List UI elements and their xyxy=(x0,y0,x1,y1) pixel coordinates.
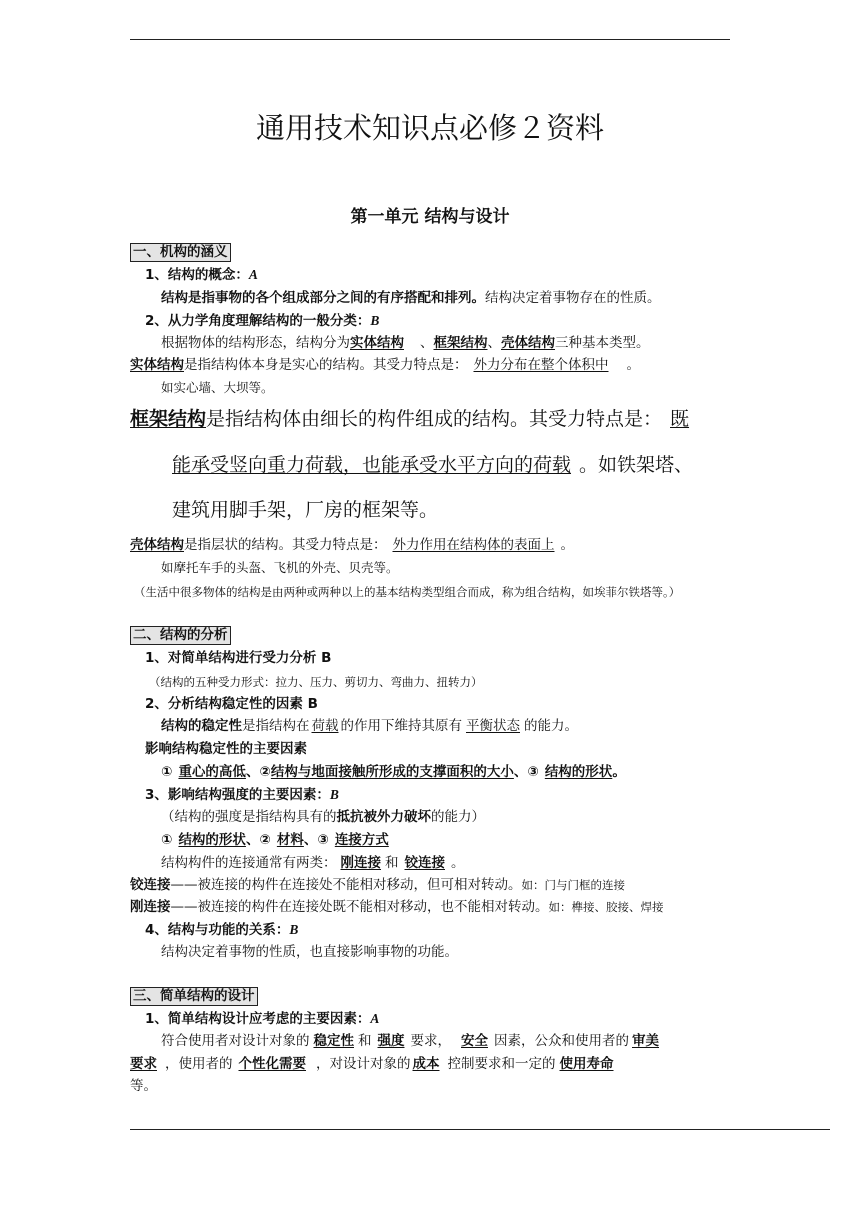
term: 铰连接 xyxy=(130,877,171,893)
body-text: 的能力） xyxy=(431,809,485,825)
definition-text: 抵抗被外力破坏 xyxy=(336,809,431,825)
paragraph-shell-structure xyxy=(130,536,574,554)
fill-blank: 个性化需要 xyxy=(238,1056,306,1072)
body-text: 是指结构体本身是实心的结构。其受力特点是： xyxy=(184,357,468,373)
note-text: （结构的五种受力形式：拉力、压力、剪切力、弯曲力、扭转力） xyxy=(149,675,483,689)
body-text: 和 xyxy=(358,1033,372,1049)
level-tag: A xyxy=(248,267,258,282)
body-text: 控制要求和一定的 xyxy=(447,1056,556,1072)
subheading-strength xyxy=(145,786,339,804)
section-heading: 一、机构的涵义 xyxy=(130,243,231,262)
body-text: ，对设计对象的 xyxy=(316,1056,411,1072)
body-text: 符合使用者对设计对象的 xyxy=(161,1033,310,1049)
period: 。 xyxy=(626,357,640,373)
unit-title: 第一单元 结构与设计 xyxy=(350,207,510,227)
paragraph-solid-structure xyxy=(130,356,640,374)
separator: 、 xyxy=(420,335,434,351)
fill-blank: 使用寿命 xyxy=(559,1056,614,1072)
paragraph xyxy=(161,1032,659,1050)
period: 。 xyxy=(612,764,626,780)
list-marker: 、③ xyxy=(303,832,329,848)
fill-blank: 铰连接 xyxy=(404,855,445,871)
term: 结构的稳定性 xyxy=(161,718,242,734)
section-3-heading-row xyxy=(130,987,258,1006)
fill-blank: 成本 xyxy=(412,1056,440,1072)
body-text: 的能力。 xyxy=(524,718,578,734)
fill-blank: 框架结构 xyxy=(433,335,488,351)
fill-blank: 强度 xyxy=(377,1033,405,1049)
body-text: 和 xyxy=(385,855,399,871)
subheading-label: 4、结构与功能的关系： xyxy=(145,922,290,938)
list-marker: ① xyxy=(161,832,173,848)
period: 。 xyxy=(560,537,574,553)
subheading-classification xyxy=(145,312,379,330)
body-text: 等。 xyxy=(130,1078,157,1094)
section-1-heading-row xyxy=(130,243,231,262)
fill-blank: 外力分布在整个体积中 xyxy=(473,357,609,373)
paragraph-cont xyxy=(130,1055,614,1073)
fill-blank: 荷载 xyxy=(311,718,339,734)
paragraph xyxy=(161,717,578,735)
strength-factors-list xyxy=(161,831,389,849)
bottom-rule xyxy=(130,1129,830,1130)
example-text: 。如铁架塔、 xyxy=(579,454,694,476)
example-text: 如实心墙、大坝等。 xyxy=(161,380,274,395)
body-text: 是指结构体由细长的构件组成的结构。其受力特点是： xyxy=(206,408,663,430)
fill-blank: 安全 xyxy=(461,1033,488,1049)
fill-blank: 要求 xyxy=(130,1056,157,1072)
example-text: 如：门与门框的连接 xyxy=(521,878,625,892)
factors-heading: 影响结构稳定性的主要因素 xyxy=(145,741,307,757)
factors-list xyxy=(161,763,626,781)
term: 实体结构 xyxy=(130,357,184,373)
body-text: ，使用者的 xyxy=(165,1056,233,1072)
subheading-stability: 2、分析结构稳定性的因素 B xyxy=(145,696,318,712)
body-text: 因素，公众和使用者的 xyxy=(494,1033,629,1049)
fill-blank: 结构与地面接触所形成的支撑面积的大小 xyxy=(270,764,514,780)
top-rule xyxy=(130,39,730,40)
definition-text: 结构是指事物的各个组成部分之间的有序搭配和排列。 xyxy=(161,290,485,306)
subheading-label: 1、简单结构设计应考虑的主要因素： xyxy=(145,1011,371,1027)
paragraph-rigid-joint xyxy=(130,898,664,916)
term: 刚连接 xyxy=(130,899,171,915)
separator: 、 xyxy=(487,335,501,351)
paragraph xyxy=(161,854,465,872)
body-text: 三种基本类型。 xyxy=(555,335,650,351)
subheading-label: 1、结构的概念： xyxy=(145,267,249,283)
body-text: 要求， xyxy=(410,1033,451,1049)
body-text: 结构构件的连接通常有两类： xyxy=(161,855,337,871)
body-text: 是指层状的结构。其受力特点是： xyxy=(184,537,387,553)
body-text: 根据物体的结构形态，结构分为 xyxy=(161,335,350,351)
body-text: 结构决定着事物的性质，也直接影响事物的功能。 xyxy=(161,944,458,960)
fill-blank: 材料 xyxy=(276,832,304,848)
body-text: 的作用下维持其原有 xyxy=(340,718,462,734)
list-marker: 、③ xyxy=(513,764,539,780)
level-tag: B xyxy=(289,922,299,937)
note-text: （生活中很多物体的结构是由两种或两种以上的基本结构类型组合而成，称为组合结构，如埃菲尔铁塔等。） xyxy=(134,585,681,599)
term: 壳体结构 xyxy=(130,537,184,553)
paragraph-frame-structure xyxy=(130,406,689,432)
subheading-design-factors xyxy=(145,1010,379,1028)
fill-blank: 审美 xyxy=(632,1033,659,1049)
page-title: 通用技术知识点必修２资料 xyxy=(255,111,604,145)
list-marker: ① xyxy=(161,764,173,780)
term: 框架结构 xyxy=(130,408,207,430)
body-text: ——被连接的构件在连接处不能相对移动，但可相对转动。 xyxy=(170,877,522,893)
example-text: 如摩托车手的头盔、飞机的外壳、贝壳等。 xyxy=(161,560,399,575)
subheading-structure-concept xyxy=(145,266,258,284)
subheading-force-analysis: 1、对简单结构进行受力分析 B xyxy=(145,650,332,666)
period: 。 xyxy=(451,855,465,871)
section-heading: 二、结构的分析 xyxy=(130,626,231,645)
list-marker: 、② xyxy=(245,832,271,848)
fill-blank: 连接方式 xyxy=(334,832,389,848)
section-2-heading-row xyxy=(130,626,231,645)
list-marker: 、② xyxy=(245,764,271,780)
body-text: （结构的强度是指结构具有的 xyxy=(161,809,337,825)
fill-blank: 重心的高低 xyxy=(178,764,246,780)
fill-blank: 外力作用在结构体的表面上 xyxy=(392,537,555,553)
paragraph-frame-structure-cont xyxy=(172,452,693,478)
body-text: 结构决定着事物存在的性质。 xyxy=(485,290,661,306)
example-text: 建筑用脚手架，厂房的框架等。 xyxy=(172,499,439,521)
subheading-structure-function xyxy=(145,921,298,939)
fill-blank: 结构的形状 xyxy=(178,832,246,848)
fill-blank: 壳体结构 xyxy=(501,335,555,351)
section-heading: 三、简单结构的设计 xyxy=(130,987,258,1006)
fill-blank: 平衡状态 xyxy=(466,718,520,734)
level-tag: B xyxy=(370,313,380,328)
level-tag: B xyxy=(329,787,339,802)
body-text: ——被连接的构件在连接处既不能相对移动，也不能相对转动。 xyxy=(170,899,549,915)
level-tag: A xyxy=(370,1011,380,1026)
fill-blank: 既 xyxy=(670,408,690,430)
paragraph xyxy=(161,334,650,352)
paragraph xyxy=(161,289,661,307)
fill-blank: 实体结构 xyxy=(350,335,404,351)
fill-blank: 结构的形状 xyxy=(544,764,613,780)
paragraph-hinge-joint xyxy=(130,876,625,894)
subheading-label: 3、影响结构强度的主要因素： xyxy=(145,787,330,803)
example-text: 如：榫接、胶接、焊接 xyxy=(548,900,664,914)
paragraph xyxy=(161,808,485,826)
fill-blank: 稳定性 xyxy=(313,1033,354,1049)
fill-blank: 刚连接 xyxy=(340,855,381,871)
fill-blank: 能承受竖向重力荷载，也能承受水平方向的荷载 xyxy=(172,454,572,476)
subheading-label: 2、从力学角度理解结构的一般分类： xyxy=(145,313,371,329)
body-text: 是指结构在 xyxy=(242,718,310,734)
